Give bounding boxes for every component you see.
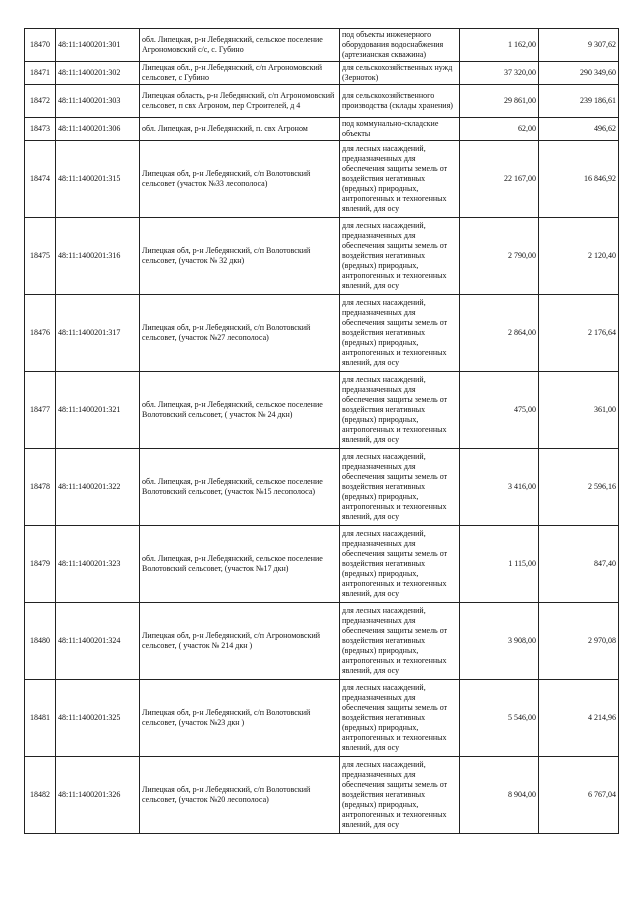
- cadastral-value: 9 307,62: [539, 29, 619, 62]
- cadastral-value: 847,40: [539, 526, 619, 603]
- address: Липецкая обл, р-н Лебедянский, с/п Волотовский сельсовет (участок №33 лесополоса): [140, 141, 340, 218]
- cadastral-value: 4 214,96: [539, 680, 619, 757]
- land-registry-table: [24, 28, 619, 834]
- cadastral-value: 496,62: [539, 118, 619, 141]
- row-number: 18476: [25, 295, 56, 372]
- area: 1 162,00: [460, 29, 539, 62]
- address: обл. Липецкая, р-н Лебедянский, сельское поселение Волотовский сельсовет, (участок №15 лесополоса): [140, 449, 340, 526]
- table-row: [25, 62, 619, 85]
- cadastral-value: 6 767,04: [539, 757, 619, 834]
- permitted-use: для лесных насаждений, предназначенных для обеспечения защиты земель от воздействия негативных (вредных) природных, антропогенных и техногенных явлений, для осу: [340, 757, 460, 834]
- area: 29 861,00: [460, 85, 539, 118]
- address: Липецкая обл, р-н Лебедянский, с/п Волотовский сельсовет, (участок №23 дкн ): [140, 680, 340, 757]
- cadastral-number: 48:11:1400201:325: [56, 680, 140, 757]
- address: Липецкая область, р-н Лебедянский, с/п Агрономовский сельсовет, п свх Агроном, пер Строителей, д 4: [140, 85, 340, 118]
- row-number: 18472: [25, 85, 56, 118]
- address: Липецкая обл, р-н Лебедянский, с/п Агрономовский сельсовет, ( участок № 214 дкн ): [140, 603, 340, 680]
- row-number: 18481: [25, 680, 56, 757]
- table-row: [25, 29, 619, 62]
- cadastral-number: 48:11:1400201:322: [56, 449, 140, 526]
- permitted-use: для лесных насаждений, предназначенных для обеспечения защиты земель от воздействия негативных (вредных) природных, антропогенных и техногенных явлений, для осу: [340, 295, 460, 372]
- cadastral-value: 361,00: [539, 372, 619, 449]
- area: 5 546,00: [460, 680, 539, 757]
- area: 2 864,00: [460, 295, 539, 372]
- row-number: 18475: [25, 218, 56, 295]
- table-row: [25, 85, 619, 118]
- cadastral-value: 2 176,64: [539, 295, 619, 372]
- cadastral-value: 16 846,92: [539, 141, 619, 218]
- row-number: 18478: [25, 449, 56, 526]
- permitted-use: для лесных насаждений, предназначенных для обеспечения защиты земель от воздействия негативных (вредных) природных, антропогенных и техногенных явлений, для осу: [340, 680, 460, 757]
- cadastral-number: 48:11:1400201:321: [56, 372, 140, 449]
- permitted-use: для лесных насаждений, предназначенных для обеспечения защиты земель от воздействия негативных (вредных) природных, антропогенных и техногенных явлений, для осу: [340, 372, 460, 449]
- area: 475,00: [460, 372, 539, 449]
- table-row: [25, 372, 619, 449]
- table-row: [25, 449, 619, 526]
- row-number: 18477: [25, 372, 56, 449]
- cadastral-number: 48:11:1400201:326: [56, 757, 140, 834]
- cadastral-number: 48:11:1400201:315: [56, 141, 140, 218]
- permitted-use: для лесных насаждений, предназначенных для обеспечения защиты земель от воздействия негативных (вредных) природных, антропогенных и техногенных явлений, для осу: [340, 449, 460, 526]
- table-row: [25, 118, 619, 141]
- row-number: 18470: [25, 29, 56, 62]
- row-number: 18474: [25, 141, 56, 218]
- table-row: [25, 526, 619, 603]
- row-number: 18480: [25, 603, 56, 680]
- permitted-use: для лесных насаждений, предназначенных для обеспечения защиты земель от воздействия негативных (вредных) природных, антропогенных и техногенных явлений, для осу: [340, 218, 460, 295]
- cadastral-number: 48:11:1400201:317: [56, 295, 140, 372]
- row-number: 18473: [25, 118, 56, 141]
- cadastral-value: 2 120,40: [539, 218, 619, 295]
- row-number: 18482: [25, 757, 56, 834]
- cadastral-number: 48:11:1400201:324: [56, 603, 140, 680]
- table-row: [25, 680, 619, 757]
- area: 3 908,00: [460, 603, 539, 680]
- permitted-use: для сельскохозяйственного производства (склады хранения): [340, 85, 460, 118]
- area: 8 904,00: [460, 757, 539, 834]
- permitted-use: для лесных насаждений, предназначенных для обеспечения защиты земель от воздействия негативных (вредных) природных, антропогенных и техногенных явлений, для осу: [340, 603, 460, 680]
- row-number: 18479: [25, 526, 56, 603]
- cadastral-value: 2 970,08: [539, 603, 619, 680]
- table-row: [25, 141, 619, 218]
- cadastral-value: 239 186,61: [539, 85, 619, 118]
- area: 3 416,00: [460, 449, 539, 526]
- table-row: [25, 218, 619, 295]
- area: 1 115,00: [460, 526, 539, 603]
- cadastral-number: 48:11:1400201:302: [56, 62, 140, 85]
- address: обл. Липецкая, р-н Лебедянский, п. свх Агроном: [140, 118, 340, 141]
- address: Липецкая обл., р-н Лебедянский, с/п Агрономовский сельсовет, с Губино: [140, 62, 340, 85]
- cadastral-number: 48:11:1400201:303: [56, 85, 140, 118]
- permitted-use: для сельскохозяйственных нужд (Зерноток): [340, 62, 460, 85]
- row-number: 18471: [25, 62, 56, 85]
- address: обл. Липецкая, р-н Лебедянский, сельское поселение Волотовский сельсовет, ( участок № 24 дкн): [140, 372, 340, 449]
- cadastral-value: 2 596,16: [539, 449, 619, 526]
- address: Липецкая обл, р-н Лебедянский, с/п Волотовский сельсовет, (участок № 32 дкн): [140, 218, 340, 295]
- cadastral-number: 48:11:1400201:323: [56, 526, 140, 603]
- cadastral-number: 48:11:1400201:301: [56, 29, 140, 62]
- area: 2 790,00: [460, 218, 539, 295]
- permitted-use: для лесных насаждений, предназначенных для обеспечения защиты земель от воздействия негативных (вредных) природных, антропогенных и техногенных явлений, для осу: [340, 526, 460, 603]
- area: 62,00: [460, 118, 539, 141]
- area: 22 167,00: [460, 141, 539, 218]
- table-row: [25, 757, 619, 834]
- permitted-use: под коммунально-складские объекты: [340, 118, 460, 141]
- cadastral-number: 48:11:1400201:316: [56, 218, 140, 295]
- area: 37 320,00: [460, 62, 539, 85]
- table-row: [25, 295, 619, 372]
- permitted-use: для лесных насаждений, предназначенных для обеспечения защиты земель от воздействия негативных (вредных) природных, антропогенных и техногенных явлений, для осу: [340, 141, 460, 218]
- address: обл. Липецкая, р-н Лебедянский, сельское поселение Волотовский сельсовет, (участок №17 дкн): [140, 526, 340, 603]
- address: Липецкая обл, р-н Лебедянский, с/п Волотовский сельсовет, (участок №20 лесополоса): [140, 757, 340, 834]
- table-row: [25, 603, 619, 680]
- cadastral-number: 48:11:1400201:306: [56, 118, 140, 141]
- permitted-use: под объекты инженерного оборудования водоснабжения (артезианская скважина): [340, 29, 460, 62]
- cadastral-value: 290 349,60: [539, 62, 619, 85]
- address: Липецкая обл, р-н Лебедянский, с/п Волотовский сельсовет, (участок №27 лесополоса): [140, 295, 340, 372]
- address: обл. Липецкая, р-н Лебедянский, сельское поселение Агрономовский с/с, с. Губино: [140, 29, 340, 62]
